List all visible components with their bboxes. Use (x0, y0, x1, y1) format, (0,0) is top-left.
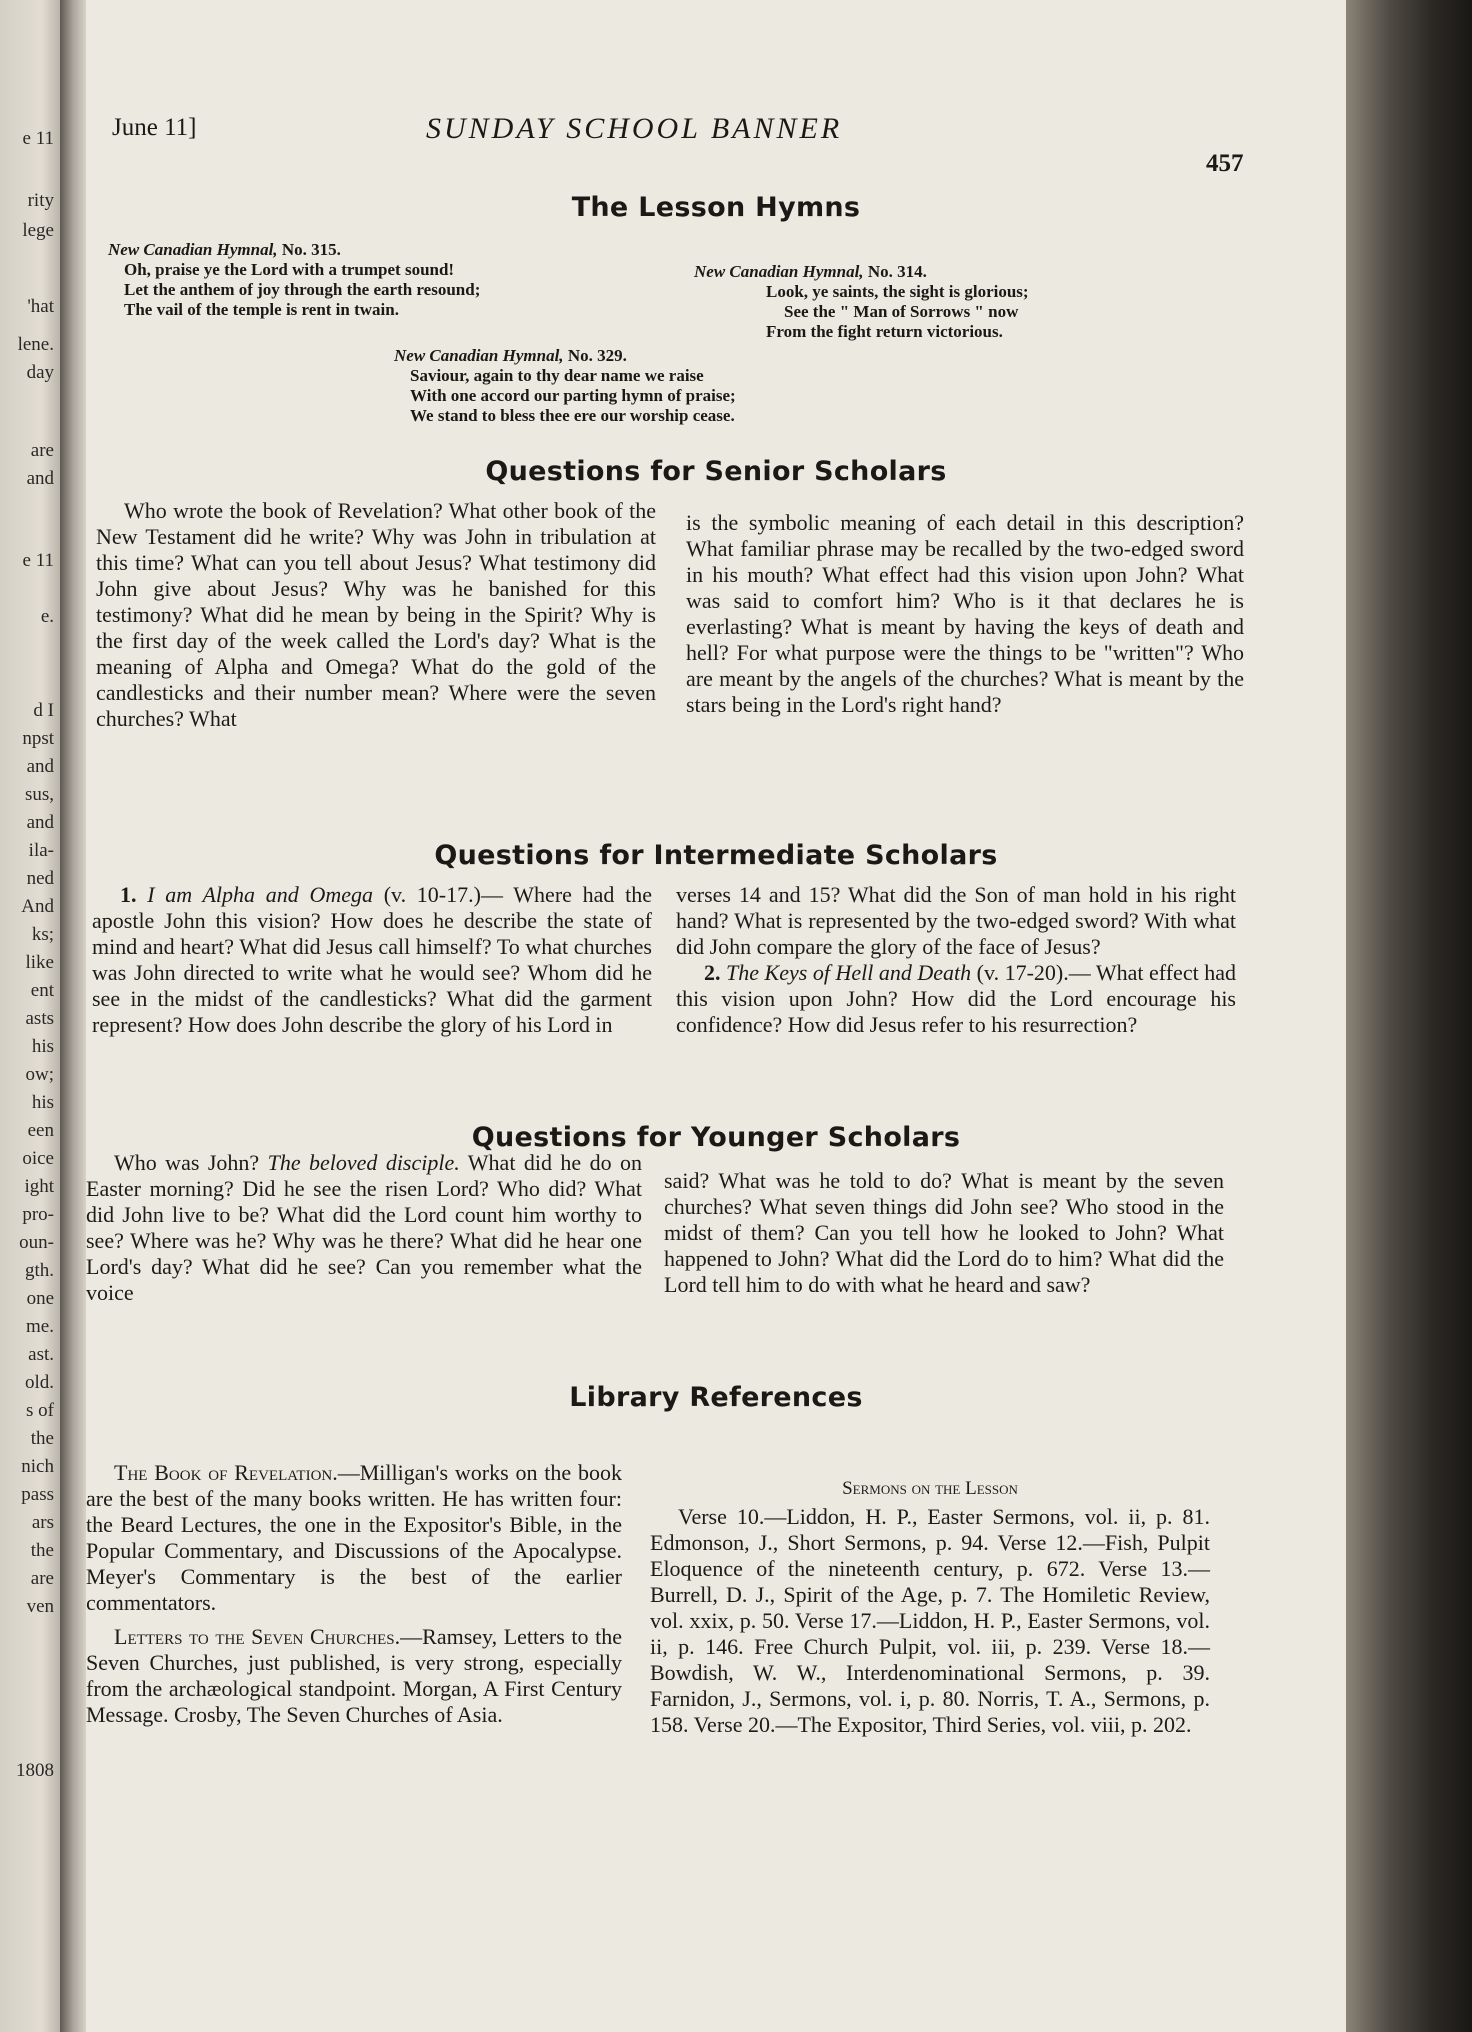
hymn-line: The vail of the temple is rent in twain. (124, 300, 399, 319)
previous-page-fragment: lege (22, 220, 54, 241)
section-heading-younger: Questions for Younger Scholars (471, 1122, 961, 1153)
previous-page-fragment: and (26, 468, 54, 489)
item-text: Where had the apostle John this vision? How does he describe the state of mind and heart? What did Jesus call himself? To what churches was John directed to write what he would see? Whom did he see in the midst of the candlesticks? What did the garment represent? How does John describe the glory of his Lord in (92, 882, 652, 1037)
younger-right-column (664, 1168, 1224, 1298)
hymn-line: We stand to bless thee ere our worship cease. (410, 406, 735, 425)
hymn-number: No. 315. (277, 240, 341, 259)
entry-label: The Book of Revelation. (114, 1460, 338, 1485)
intermediate-item-1 (92, 882, 652, 1038)
previous-page-fragment: nich (21, 1456, 54, 1477)
previous-page-fragment: ow; (25, 1064, 54, 1085)
previous-page-fragment: oun- (19, 1232, 54, 1253)
hymn-314 (694, 262, 1254, 342)
section-heading-senior: Questions for Senior Scholars (485, 456, 947, 487)
previous-page-fragment: rity (27, 190, 54, 211)
hymn-source: New Canadian Hymnal, (394, 346, 564, 365)
book-page (86, 0, 1346, 2032)
book-gutter (60, 0, 86, 2032)
previous-page-fragment: een (27, 1120, 54, 1141)
previous-page-fragment: are (30, 440, 54, 461)
previous-page-fragment: gth. (24, 1260, 54, 1281)
hymn-line: Oh, praise ye the Lord with a trumpet sound! (124, 260, 455, 279)
library-right-column (650, 1476, 1210, 1738)
item-title: I am Alpha and Omega (147, 882, 373, 907)
hymn-line: See the " Man of Sorrows " now (784, 302, 1019, 321)
entry-label: Letters to the Seven Churches. (114, 1624, 401, 1649)
previous-page-fragment: lene. (17, 334, 54, 355)
previous-page-fragment: s of (26, 1400, 54, 1421)
intermediate-right-column (676, 882, 1236, 1038)
previous-page-fragment: e. (40, 606, 54, 627)
intermediate-item-1-continued: verses 14 and 15? What did the Son of man hold in his right hand? What is represented by the two-edged sword? With what did John compare the glory of the face of Jesus? (676, 882, 1236, 959)
younger-left-column (86, 1150, 642, 1306)
previous-page-fragment: ila- (28, 840, 54, 861)
previous-page-fragment: ent (30, 980, 54, 1001)
item-number: 1. (120, 882, 137, 907)
previous-page-fragment: and (26, 812, 54, 833)
item-number: 2. (704, 960, 721, 985)
intermediate-item-2 (676, 960, 1236, 1038)
previous-page-fragment: pro- (22, 1204, 54, 1225)
previous-page-fragment: old. (24, 1372, 54, 1393)
running-head-date: June 11] (112, 114, 197, 141)
previous-page-fragment: his (31, 1036, 54, 1057)
hymn-number: No. 314. (863, 262, 927, 281)
library-letters-seven-churches (86, 1624, 622, 1728)
younger-answer: The beloved disciple. (267, 1150, 460, 1175)
previous-page-fragment: ven (26, 1596, 54, 1617)
previous-page-fragment: npst (22, 728, 54, 749)
hymn-source: New Canadian Hymnal, (694, 262, 864, 281)
hymn-line: Saviour, again to thy dear name we raise (410, 366, 704, 385)
senior-questions-right: is the symbolic meaning of each detail in this description? What familiar phrase may be recalled by the two-edged sword in his mouth? What effect had this vision upon John? What was said to comfort him? Who is it that declares he is everlasting? What is meant by having the keys of death and hell? For what purpose were the things to be "written"? Who are meant by the angels of the churches? What is meant by the stars being in the Lord's right hand? (686, 510, 1244, 717)
item-reference: (v. 10-17.)— (372, 882, 503, 907)
item-reference: (v. 17-20).— (971, 960, 1091, 985)
hymn-number: No. 329. (563, 346, 627, 365)
intermediate-left-column (92, 882, 652, 1038)
previous-page-fragment: sus, (24, 784, 54, 805)
previous-page-fragment: the (30, 1428, 54, 1449)
senior-left-column (96, 498, 656, 732)
previous-page-fragment: pass (21, 1484, 54, 1505)
hymn-source: New Canadian Hymnal, (108, 240, 278, 259)
hymn-line: From the fight return victorious. (766, 322, 1003, 341)
previous-page-fragment: 1808 (16, 1760, 54, 1781)
previous-page-fragment: his (31, 1092, 54, 1113)
book-spine-edge (1346, 0, 1472, 2032)
hymn-329 (394, 346, 994, 426)
previous-page-fragment: me. (26, 1316, 54, 1337)
previous-page-fragment: ks; (31, 924, 54, 945)
previous-page-fragment: are (30, 1568, 54, 1589)
library-left-column (86, 1460, 622, 1728)
previous-page-edge (0, 0, 60, 2032)
previous-page-fragment: and (26, 756, 54, 777)
section-heading-intermediate: Questions for Intermediate Scholars (434, 840, 998, 871)
item-title: The Keys of Hell and Death (726, 960, 972, 985)
previous-page-fragment: like (25, 952, 54, 973)
hymn-line: Look, ye saints, the sight is glorious; (766, 282, 1029, 301)
younger-questions-right: said? What was he told to do? What is meant by the seven churches? What seven things did John see? Who stood in the midst of them? Can you tell how he looked to John? What happened to John? What did the Lord do to him? What did the Lord tell him to do with what he heard and saw? (664, 1168, 1224, 1297)
previous-page-fragment: e 11 (22, 128, 54, 149)
sermons-list: Verse 10.—Liddon, H. P., Easter Sermons, vol. ii, p. 81. Edmonson, J., Short Sermons, p. 94. Verse 12.—Fish, Pulpit Eloquence of the nineteenth century, p. 672. Verse 13.—Burrell, D. J., Spirit of the Age, p. 7. The Homiletic Review, vol. xxix, p. 50. Verse 17.—Liddon, H. P., Easter Sermons, vol. ii, p. 146. Free Church Pulpit, vol. iii, p. 239. Verse 18.—Bowdish, W. W., Interdenominational Sermons, p. 39. Farnidon, J., Sermons, vol. i, p. 80. Norris, T. A., Sermons, p. 158. Verse 20.—The Expositor, Third Series, vol. viii, p. 202. (650, 1504, 1210, 1737)
hymn-line: With one accord our parting hymn of praise; (410, 386, 736, 405)
hymn-315 (108, 240, 668, 320)
previous-page-fragment: asts (25, 1008, 54, 1029)
previous-page-fragment: 'hat (27, 296, 54, 317)
running-head-title: SUNDAY SCHOOL BANNER (426, 112, 843, 145)
previous-page-fragment: ned (26, 868, 54, 889)
previous-page-fragment: day (26, 362, 54, 383)
senior-questions-left: Who wrote the book of Revelation? What other book of the New Testament did he write? Why was John in tribulation at this time? What can you tell about Jesus? What testimony did John give about Jesus? Why was he banished for this testimony? What did he mean by being in the Spirit? Why is the first day of the week called the Lord's day? What is the meaning of Alpha and Omega? What do the gold of the candlesticks and their number mean? Where were the seven churches? What (96, 498, 656, 731)
entry-text: —Ramsey, Letters to the Seven Churches, just published, is very strong, especially from the archæological standpoint. Morgan, A First Century Message. Crosby, The Seven Churches of Asia. (86, 1624, 622, 1727)
running-head (86, 100, 1346, 177)
senior-right-column (686, 510, 1244, 718)
item-text: What effect had this vision upon John? How did the Lord encourage his confidence? How did Jesus refer to his resurrection? (676, 960, 1236, 1037)
hymn-line: Let the anthem of joy through the earth resound; (124, 280, 481, 299)
page-number: 457 (1206, 150, 1244, 177)
previous-page-fragment: oice (22, 1148, 54, 1169)
section-heading-hymns: The Lesson Hymns (571, 192, 861, 223)
previous-page-fragment: the (30, 1540, 54, 1561)
entry-text: —Milligan's works on the book are the best of the many books written. He has written four: the Beard Lectures, the one in the Expositor's Bible, in the Popular Commentary, and Discussions of the Apocalypse. Meyer's Commentary is the best of the earlier commentators. (86, 1460, 622, 1615)
younger-text: What did he do on Easter morning? Did he see the risen Lord? Who did? What did John live to be? What did the Lord count him worthy to see? Where was he? Why was he there? What did he hear one Lord's day? What did he see? Can you remember what the voice (86, 1150, 642, 1305)
younger-text: Who was John? (114, 1150, 260, 1175)
previous-page-fragment: d I (33, 700, 54, 721)
previous-page-fragment: ight (24, 1176, 54, 1197)
previous-page-fragment: e 11 (22, 550, 54, 571)
previous-page-fragment: ast. (28, 1344, 54, 1365)
previous-page-fragment: ars (31, 1512, 54, 1533)
younger-questions-left (86, 1150, 642, 1306)
previous-page-fragment: And (21, 896, 54, 917)
previous-page-fragment: one (26, 1288, 54, 1309)
section-heading-library: Library References (569, 1382, 863, 1413)
library-book-of-revelation (86, 1460, 622, 1616)
sermons-label: Sermons on the Lesson (842, 1478, 1018, 1499)
